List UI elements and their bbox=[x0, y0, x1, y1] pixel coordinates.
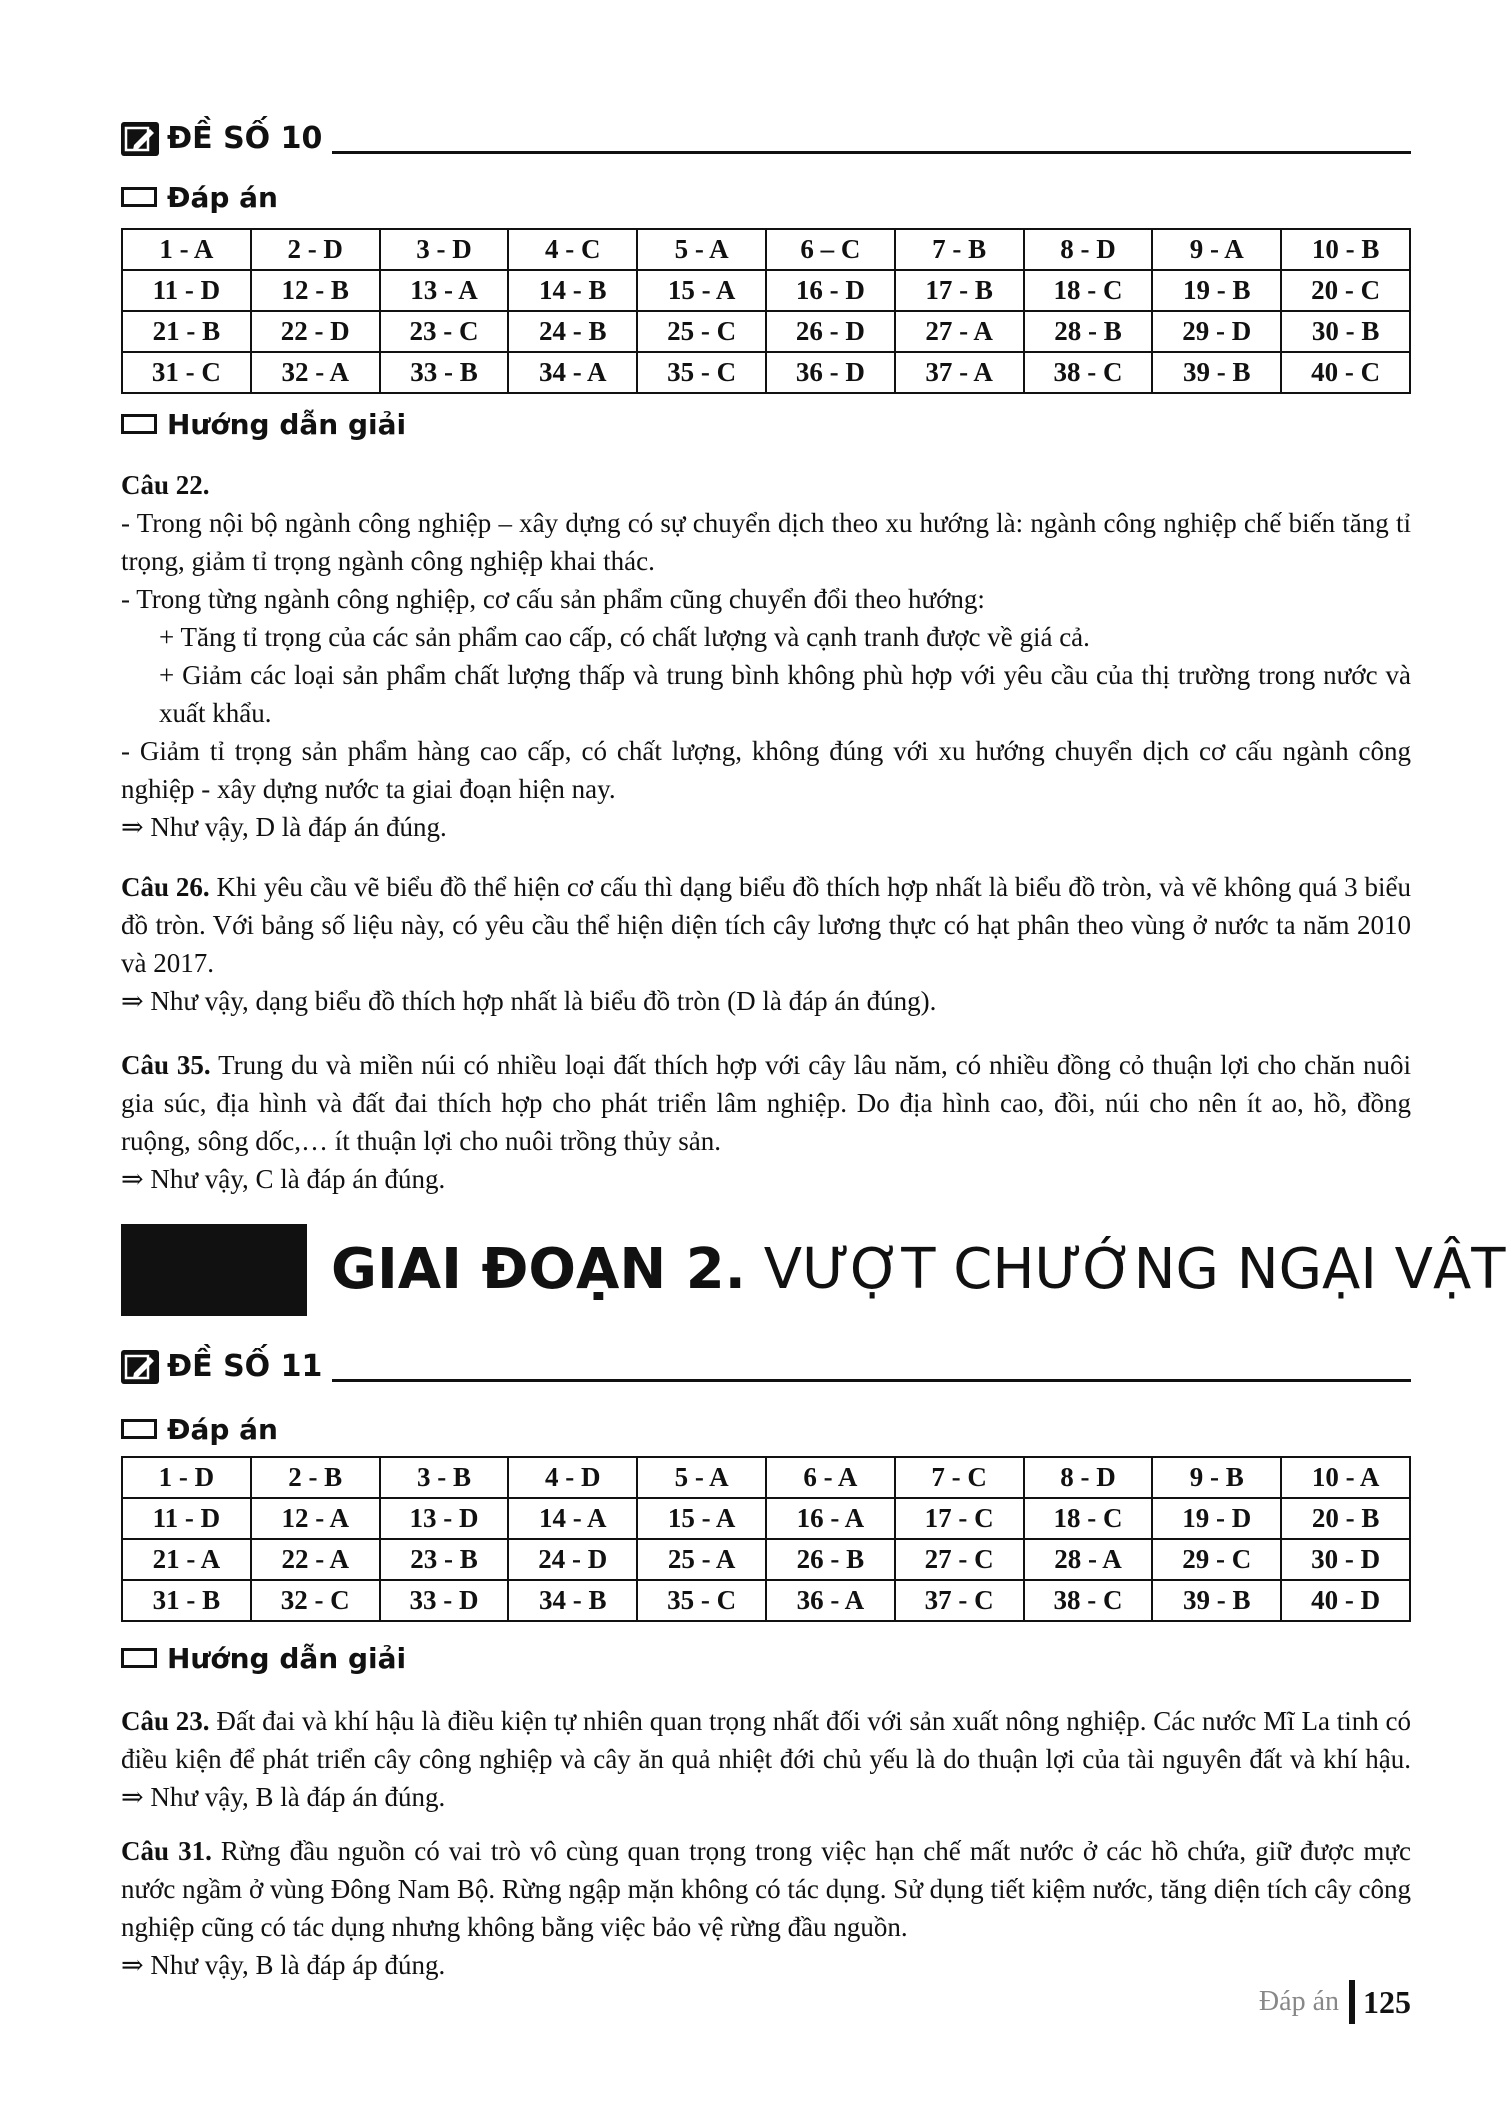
answer-cell: 13 - D bbox=[380, 1498, 509, 1539]
page-number: 125 bbox=[1363, 1983, 1411, 2020]
q35-conclusion: ⇒ Như vậy, C là đáp án đúng. bbox=[121, 1164, 446, 1194]
answer-cell: 23 - B bbox=[380, 1539, 509, 1580]
de10-q22 bbox=[121, 466, 1411, 846]
answer-cell: 26 - D bbox=[766, 311, 895, 352]
de10-q26 bbox=[121, 868, 1411, 1020]
answer-cell: 18 - C bbox=[1024, 270, 1153, 311]
answer-cell: 2 - D bbox=[251, 229, 380, 270]
q22-head: Câu 22. bbox=[121, 470, 210, 500]
answer-cell: 28 - B bbox=[1024, 311, 1153, 352]
de11-q23 bbox=[121, 1702, 1411, 1816]
answer-cell: 37 - C bbox=[895, 1580, 1024, 1621]
answer-cell: 8 - D bbox=[1024, 1457, 1153, 1498]
answer-cell: 24 - B bbox=[508, 311, 637, 352]
answer-cell: 39 - B bbox=[1152, 1580, 1281, 1621]
de11-answers-heading bbox=[121, 1411, 278, 1447]
de11-header bbox=[121, 1340, 1411, 1384]
q22-conclusion: ⇒ Như vậy, D là đáp án đúng. bbox=[121, 812, 447, 842]
answer-cell: 10 - A bbox=[1281, 1457, 1410, 1498]
answer-cell: 36 - D bbox=[766, 352, 895, 393]
answer-cell: 27 - C bbox=[895, 1539, 1024, 1580]
box-icon bbox=[121, 1648, 157, 1668]
answer-cell: 40 - C bbox=[1281, 352, 1410, 393]
answer-cell: 20 - B bbox=[1281, 1498, 1410, 1539]
banner-title bbox=[331, 1230, 1505, 1310]
answer-cell: 11 - D bbox=[122, 270, 251, 311]
answer-cell: 33 - B bbox=[380, 352, 509, 393]
answer-cell: 32 - C bbox=[251, 1580, 380, 1621]
table-row bbox=[122, 270, 1410, 311]
banner-block bbox=[121, 1224, 307, 1316]
q35-body: Trung du và miền núi có nhiều loại đất thích hợp với cây lâu năm, có nhiều đồng cỏ thuận lợi cho chăn nuôi gia súc, địa hình và đất đai thích hợp cho phát triển lâm nghiệp. Do địa hình cao, đồi, núi cho nên ít ao, hồ, đồng ruộng, sông dốc,… ít thuận lợi cho nuôi trồng thủy sản. bbox=[121, 1050, 1412, 1156]
answer-cell: 9 - B bbox=[1152, 1457, 1281, 1498]
pencil-icon bbox=[121, 1350, 159, 1384]
q23-body: Đất đai và khí hậu là điều kiện tự nhiên quan trọng nhất đối với sản xuất nông nghiệp. Các nước Mĩ La tinh có điều kiện để phát triển cây công nghiệp và cây ăn quả nhiệt đới chủ yếu là do thuận lợi của tài nguyên đất và khí hậu. ⇒ Như vậy, B là đáp án đúng. bbox=[121, 1706, 1411, 1812]
page-footer bbox=[1259, 1980, 1411, 2024]
de11-guide-heading bbox=[121, 1640, 406, 1676]
q26-conclusion: ⇒ Như vậy, dạng biểu đồ thích hợp nhất là biểu đồ tròn (D là đáp án đúng). bbox=[121, 986, 937, 1016]
answer-cell: 20 - C bbox=[1281, 270, 1410, 311]
de10-title: ĐỀ SỐ 10 bbox=[167, 121, 323, 156]
q22-line5: - Giảm tỉ trọng sản phẩm hàng cao cấp, có chất lượng, không đúng với xu hướng chuyển dịch cơ cấu ngành công nghiệp - xây dựng nước ta giai đoạn hiện nay. bbox=[121, 736, 1411, 804]
banner-title-rest: VƯỢT CHƯỚNG NGẠI VẬT bbox=[745, 1237, 1506, 1302]
pencil-icon bbox=[121, 122, 159, 156]
answer-cell: 22 - A bbox=[251, 1539, 380, 1580]
de11-title: ĐỀ SỐ 11 bbox=[167, 1349, 323, 1384]
answer-cell: 25 - A bbox=[637, 1539, 766, 1580]
answer-cell: 33 - D bbox=[380, 1580, 509, 1621]
answer-cell: 6 – C bbox=[766, 229, 895, 270]
q23-head: Câu 23. bbox=[121, 1706, 210, 1736]
answer-cell: 7 - C bbox=[895, 1457, 1024, 1498]
answer-cell: 23 - C bbox=[380, 311, 509, 352]
table-row bbox=[122, 352, 1410, 393]
answer-cell: 12 - B bbox=[251, 270, 380, 311]
answer-cell: 34 - A bbox=[508, 352, 637, 393]
answer-cell: 26 - B bbox=[766, 1539, 895, 1580]
answer-cell: 31 - B bbox=[122, 1580, 251, 1621]
answer-cell: 4 - C bbox=[508, 229, 637, 270]
answer-cell: 21 - A bbox=[122, 1539, 251, 1580]
answer-cell: 35 - C bbox=[637, 1580, 766, 1621]
answer-cell: 17 - C bbox=[895, 1498, 1024, 1539]
q22-line3: + Tăng tỉ trọng của các sản phẩm cao cấp, có chất lượng và cạnh tranh được về giá cả. bbox=[159, 622, 1090, 652]
answer-cell: 3 - D bbox=[380, 229, 509, 270]
answer-cell: 12 - A bbox=[251, 1498, 380, 1539]
answer-cell: 11 - D bbox=[122, 1498, 251, 1539]
q31-body: Rừng đầu nguồn có vai trò vô cùng quan trọng trong việc hạn chế mất nước ở các hồ chứa, giữ được mực nước ngầm ở vùng Đông Nam Bộ. Rừng ngập mặn không có tác dụng. Sử dụng tiết kiệm nước, tăng diện tích cây công nghiệp cũng có tác dụng nhưng không bằng việc bảo vệ rừng đầu nguồn. bbox=[121, 1836, 1412, 1942]
answer-cell: 36 - A bbox=[766, 1580, 895, 1621]
de10-answer-table bbox=[121, 228, 1411, 394]
q22-line2: - Trong từng ngành công nghiệp, cơ cấu sản phẩm cũng chuyển đổi theo hướng: bbox=[121, 584, 985, 614]
table-row bbox=[122, 1580, 1410, 1621]
answer-cell: 13 - A bbox=[380, 270, 509, 311]
de10-guide-label: Hướng dẫn giải bbox=[167, 407, 407, 441]
answer-cell: 1 - A bbox=[122, 229, 251, 270]
de10-q35 bbox=[121, 1046, 1411, 1198]
answer-cell: 2 - B bbox=[251, 1457, 380, 1498]
de10-header bbox=[121, 112, 1411, 156]
answer-cell: 18 - C bbox=[1024, 1498, 1153, 1539]
box-icon bbox=[121, 187, 157, 207]
answer-cell: 21 - B bbox=[122, 311, 251, 352]
answer-cell: 16 - A bbox=[766, 1498, 895, 1539]
de11-answers-label: Đáp án bbox=[167, 1412, 278, 1446]
answer-cell: 14 - A bbox=[508, 1498, 637, 1539]
answer-cell: 38 - C bbox=[1024, 352, 1153, 393]
de11-rule bbox=[332, 1379, 1411, 1382]
answer-cell: 3 - B bbox=[380, 1457, 509, 1498]
answer-cell: 19 - D bbox=[1152, 1498, 1281, 1539]
q26-body: Khi yêu cầu vẽ biểu đồ thể hiện cơ cấu thì dạng biểu đồ thích hợp nhất là biểu đồ tròn, và vẽ không quá 3 biểu đồ tròn. Với bảng số liệu này, có yêu cầu thể hiện diện tích cây lương thực có hạt phân theo vùng ở nước ta năm 2010 và 2017. bbox=[121, 872, 1412, 978]
answer-cell: 1 - D bbox=[122, 1457, 251, 1498]
answer-cell: 32 - A bbox=[251, 352, 380, 393]
answer-cell: 7 - B bbox=[895, 229, 1024, 270]
answer-cell: 30 - D bbox=[1281, 1539, 1410, 1580]
answer-cell: 24 - D bbox=[508, 1539, 637, 1580]
de10-rule bbox=[332, 151, 1411, 154]
q35-head: Câu 35. bbox=[121, 1050, 211, 1080]
q22-line1: - Trong nội bộ ngành công nghiệp – xây dựng có sự chuyển dịch theo xu hướng là: ngành công nghiệp chế biến tăng tỉ trọng, giảm tỉ trọng ngành công nghiệp khai thác. bbox=[121, 508, 1411, 576]
answer-cell: 8 - D bbox=[1024, 229, 1153, 270]
q22-line4: + Giảm các loại sản phẩm chất lượng thấp và trung bình không phù hợp với yêu cầu của thị trường trong nước và xuất khẩu. bbox=[159, 660, 1411, 728]
table-row bbox=[122, 1457, 1410, 1498]
answer-cell: 37 - A bbox=[895, 352, 1024, 393]
answer-cell: 31 - C bbox=[122, 352, 251, 393]
de11-guide-label: Hướng dẫn giải bbox=[167, 1641, 407, 1675]
answer-cell: 6 - A bbox=[766, 1457, 895, 1498]
answer-cell: 15 - A bbox=[637, 270, 766, 311]
answer-cell: 5 - A bbox=[637, 229, 766, 270]
answer-cell: 35 - C bbox=[637, 352, 766, 393]
answer-cell: 39 - B bbox=[1152, 352, 1281, 393]
de10-guide-heading bbox=[121, 406, 406, 442]
table-row bbox=[122, 1498, 1410, 1539]
answer-cell: 29 - D bbox=[1152, 311, 1281, 352]
table-row bbox=[122, 311, 1410, 352]
de11-answer-table bbox=[121, 1456, 1411, 1622]
q26-head: Câu 26. bbox=[121, 872, 210, 902]
answer-cell: 27 - A bbox=[895, 311, 1024, 352]
answer-cell: 29 - C bbox=[1152, 1539, 1281, 1580]
box-icon bbox=[121, 1419, 157, 1439]
answer-cell: 40 - D bbox=[1281, 1580, 1410, 1621]
q31-head: Câu 31. bbox=[121, 1836, 212, 1866]
answer-cell: 4 - D bbox=[508, 1457, 637, 1498]
q31-conclusion: ⇒ Như vậy, B là đáp áp đúng. bbox=[121, 1950, 446, 1980]
answer-cell: 28 - A bbox=[1024, 1539, 1153, 1580]
banner-title-bold: GIAI ĐOẠN 2. bbox=[331, 1237, 746, 1302]
box-icon bbox=[121, 414, 157, 434]
de11-q31 bbox=[121, 1832, 1411, 1984]
answer-cell: 38 - C bbox=[1024, 1580, 1153, 1621]
answer-cell: 9 - A bbox=[1152, 229, 1281, 270]
stage-banner bbox=[121, 1224, 1506, 1316]
de10-answers-label: Đáp án bbox=[167, 180, 278, 214]
answer-cell: 22 - D bbox=[251, 311, 380, 352]
de10-answers-heading bbox=[121, 179, 278, 215]
answer-cell: 34 - B bbox=[508, 1580, 637, 1621]
answer-cell: 15 - A bbox=[637, 1498, 766, 1539]
answer-cell: 17 - B bbox=[895, 270, 1024, 311]
footer-label: Đáp án bbox=[1258, 1986, 1339, 2017]
answer-cell: 25 - C bbox=[637, 311, 766, 352]
answer-cell: 30 - B bbox=[1281, 311, 1410, 352]
answer-cell: 16 - D bbox=[766, 270, 895, 311]
answer-cell: 14 - B bbox=[508, 270, 637, 311]
table-row bbox=[122, 229, 1410, 270]
answer-cell: 19 - B bbox=[1152, 270, 1281, 311]
table-row bbox=[122, 1539, 1410, 1580]
answer-cell: 10 - B bbox=[1281, 229, 1410, 270]
answer-cell: 5 - A bbox=[637, 1457, 766, 1498]
footer-divider bbox=[1349, 1980, 1355, 2024]
